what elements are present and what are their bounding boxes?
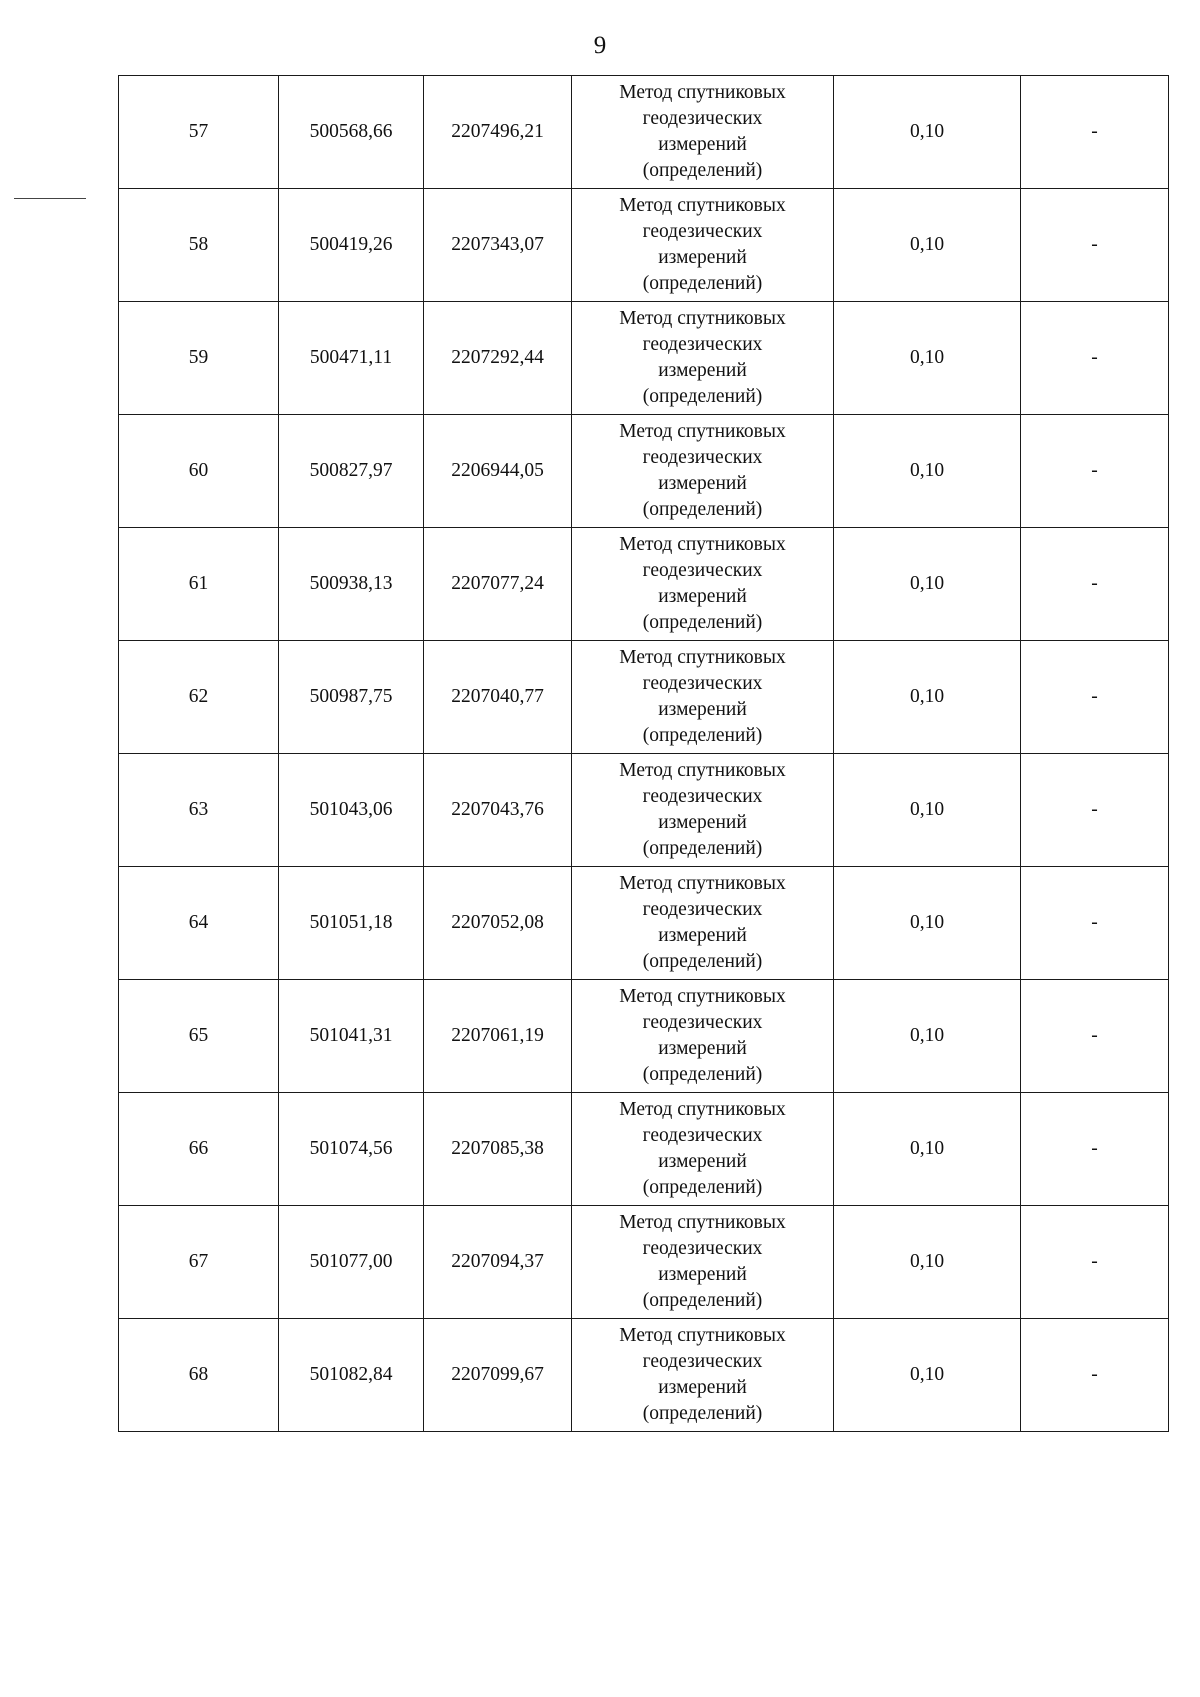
y-coordinate-cell: 2207043,76 (424, 754, 572, 867)
accuracy-cell: 0,10 (834, 867, 1021, 980)
note-cell: - (1021, 867, 1169, 980)
x-coordinate-cell: 501043,06 (279, 754, 424, 867)
accuracy-cell: 0,10 (834, 980, 1021, 1093)
method-line: геодезических (642, 1125, 763, 1146)
accuracy-cell: 0,10 (834, 1093, 1021, 1206)
method-line: (определений) (642, 951, 763, 972)
coordinates-table-body (119, 76, 1169, 1432)
x-coordinate-cell: 501082,84 (279, 1319, 424, 1432)
method-line: измерений (658, 812, 747, 833)
point-number-cell: 59 (119, 302, 279, 415)
method-line: Метод спутниковых (619, 1325, 786, 1346)
table-row (119, 1319, 1169, 1432)
method-line: измерений (658, 1038, 747, 1059)
method-line: Метод спутниковых (619, 308, 786, 329)
method-line: измерений (658, 247, 747, 268)
method-line: измерений (658, 1264, 747, 1285)
method-line: Метод спутниковых (619, 195, 786, 216)
note-cell: - (1021, 1093, 1169, 1206)
point-number-cell: 62 (119, 641, 279, 754)
point-number-cell: 58 (119, 189, 279, 302)
y-coordinate-cell: 2207094,37 (424, 1206, 572, 1319)
method-cell (572, 302, 834, 415)
method-line: геодезических (642, 899, 763, 920)
method-line: Метод спутниковых (619, 82, 786, 103)
method-line: Метод спутниковых (619, 873, 786, 894)
table-row (119, 754, 1169, 867)
method-cell (572, 867, 834, 980)
x-coordinate-cell: 501041,31 (279, 980, 424, 1093)
x-coordinate-cell: 500471,11 (279, 302, 424, 415)
note-cell: - (1021, 1206, 1169, 1319)
point-number-cell: 64 (119, 867, 279, 980)
note-cell: - (1021, 302, 1169, 415)
method-cell (572, 1206, 834, 1319)
table-row (119, 415, 1169, 528)
y-coordinate-cell: 2207052,08 (424, 867, 572, 980)
method-line: геодезических (642, 334, 763, 355)
x-coordinate-cell: 500419,26 (279, 189, 424, 302)
accuracy-cell: 0,10 (834, 302, 1021, 415)
method-line: Метод спутниковых (619, 647, 786, 668)
accuracy-cell: 0,10 (834, 76, 1021, 189)
table-row (119, 76, 1169, 189)
method-line: (определений) (642, 273, 763, 294)
method-line: измерений (658, 586, 747, 607)
method-cell (572, 1093, 834, 1206)
method-line: геодезических (642, 447, 763, 468)
note-cell: - (1021, 754, 1169, 867)
method-line: (определений) (642, 1290, 763, 1311)
method-cell (572, 415, 834, 528)
point-number-cell: 61 (119, 528, 279, 641)
method-line: измерений (658, 925, 747, 946)
method-cell (572, 1319, 834, 1432)
table-row (119, 1206, 1169, 1319)
y-coordinate-cell: 2207496,21 (424, 76, 572, 189)
table-row (119, 641, 1169, 754)
y-coordinate-cell: 2207040,77 (424, 641, 572, 754)
accuracy-cell: 0,10 (834, 1319, 1021, 1432)
method-line: геодезических (642, 108, 763, 129)
table-row (119, 867, 1169, 980)
method-cell (572, 980, 834, 1093)
method-cell (572, 754, 834, 867)
y-coordinate-cell: 2207085,38 (424, 1093, 572, 1206)
note-cell: - (1021, 1319, 1169, 1432)
method-line: геодезических (642, 560, 763, 581)
note-cell: - (1021, 641, 1169, 754)
x-coordinate-cell: 501077,00 (279, 1206, 424, 1319)
method-line: измерений (658, 360, 747, 381)
method-line: измерений (658, 473, 747, 494)
method-line: Метод спутниковых (619, 760, 786, 781)
coordinates-table (118, 75, 1169, 1432)
point-number-cell: 67 (119, 1206, 279, 1319)
method-line: (определений) (642, 1177, 763, 1198)
x-coordinate-cell: 501074,56 (279, 1093, 424, 1206)
x-coordinate-cell: 500987,75 (279, 641, 424, 754)
page-number: 9 (593, 32, 607, 59)
method-line: геодезических (642, 1238, 763, 1259)
y-coordinate-cell: 2206944,05 (424, 415, 572, 528)
table-row (119, 980, 1169, 1093)
point-number-cell: 63 (119, 754, 279, 867)
y-coordinate-cell: 2207343,07 (424, 189, 572, 302)
point-number-cell: 60 (119, 415, 279, 528)
y-coordinate-cell: 2207292,44 (424, 302, 572, 415)
method-line: (определений) (642, 160, 763, 181)
note-cell: - (1021, 528, 1169, 641)
method-cell (572, 641, 834, 754)
method-line: Метод спутниковых (619, 986, 786, 1007)
table-row (119, 1093, 1169, 1206)
accuracy-cell: 0,10 (834, 415, 1021, 528)
point-number-cell: 66 (119, 1093, 279, 1206)
table-row (119, 528, 1169, 641)
table-row (119, 189, 1169, 302)
point-number-cell: 65 (119, 980, 279, 1093)
note-cell: - (1021, 415, 1169, 528)
y-coordinate-cell: 2207061,19 (424, 980, 572, 1093)
method-line: измерений (658, 1377, 747, 1398)
x-coordinate-cell: 500938,13 (279, 528, 424, 641)
point-number-cell: 57 (119, 76, 279, 189)
accuracy-cell: 0,10 (834, 528, 1021, 641)
method-line: измерений (658, 699, 747, 720)
accuracy-cell: 0,10 (834, 1206, 1021, 1319)
method-line: (определений) (642, 1403, 763, 1424)
method-line: (определений) (642, 386, 763, 407)
method-line: (определений) (642, 1064, 763, 1085)
method-line: (определений) (642, 725, 763, 746)
method-line: Метод спутниковых (619, 534, 786, 555)
method-line: Метод спутниковых (619, 1099, 786, 1120)
method-line: Метод спутниковых (619, 421, 786, 442)
method-line: (определений) (642, 612, 763, 633)
method-line: (определений) (642, 499, 763, 520)
note-cell: - (1021, 980, 1169, 1093)
method-line: Метод спутниковых (619, 1212, 786, 1233)
accuracy-cell: 0,10 (834, 189, 1021, 302)
y-coordinate-cell: 2207077,24 (424, 528, 572, 641)
method-line: измерений (658, 1151, 747, 1172)
x-coordinate-cell: 501051,18 (279, 867, 424, 980)
method-line: геодезических (642, 221, 763, 242)
method-line: (определений) (642, 838, 763, 859)
method-line: измерений (658, 134, 747, 155)
note-cell: - (1021, 76, 1169, 189)
method-cell (572, 189, 834, 302)
y-coordinate-cell: 2207099,67 (424, 1319, 572, 1432)
scan-artifact-line (14, 198, 86, 199)
accuracy-cell: 0,10 (834, 754, 1021, 867)
x-coordinate-cell: 500568,66 (279, 76, 424, 189)
method-line: геодезических (642, 1012, 763, 1033)
method-cell (572, 528, 834, 641)
point-number-cell: 68 (119, 1319, 279, 1432)
x-coordinate-cell: 500827,97 (279, 415, 424, 528)
method-line: геодезических (642, 1351, 763, 1372)
method-line: геодезических (642, 786, 763, 807)
method-cell (572, 76, 834, 189)
note-cell: - (1021, 189, 1169, 302)
table-row (119, 302, 1169, 415)
accuracy-cell: 0,10 (834, 641, 1021, 754)
method-line: геодезических (642, 673, 763, 694)
